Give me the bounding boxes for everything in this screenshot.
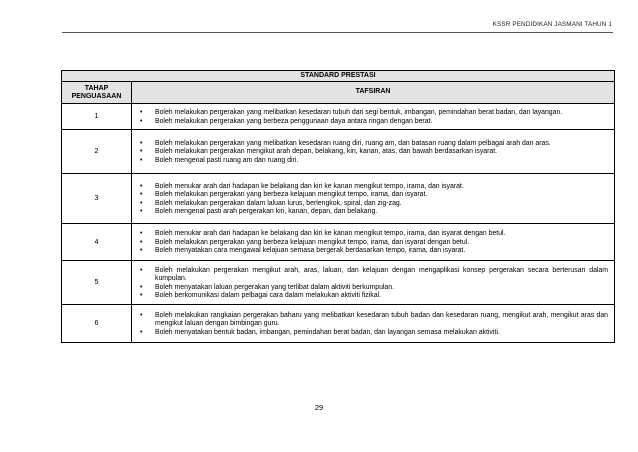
page-header-text: KSSR PENDIDIKAN JASMANI TAHUN 1 [492,21,612,28]
table-title: STANDARD PRESTASI [62,71,615,82]
list-item [140,312,608,329]
bullet-icon: • [140,247,143,255]
table-header-row [62,82,615,104]
table-row [62,130,615,174]
list-item [140,140,608,149]
description-list [132,307,614,341]
list-item-text: Boleh menyatakan laluan pergerakan yang terlibat dalam aktiviti berkumpulan. [155,283,395,291]
description-list [132,225,614,259]
bullet-icon: • [140,148,143,156]
level-cell: 2 [62,130,132,174]
bullet-icon: • [140,328,143,336]
bullet-icon: • [140,139,143,147]
bullet-icon: • [140,182,143,190]
description-cell [132,224,615,261]
list-item [140,239,608,248]
bullet-icon: • [140,156,143,164]
list-item-text: Boleh melakukan rangkaian pergerakan baharu yang melibatkan kesedaran tubuh badan dan kesedaran ruang, mengikut arah, mengikut aras dan mengikut laluan dengan bimbingan guru. [155,311,609,328]
bullet-icon: • [140,117,143,125]
list-item [140,230,608,239]
bullet-icon: • [140,199,143,207]
standard-prestasi-table [61,70,615,343]
list-item [140,200,608,209]
list-item-text: Boleh melakukan pergerakan dalam laluan lurus, berlengkok, spiral, dan zig-zag. [155,199,402,207]
bullet-icon: • [140,283,143,291]
list-item [140,183,608,192]
bullet-icon: • [140,266,143,274]
list-item [140,148,608,157]
bullet-icon: • [140,208,143,216]
bullet-icon: • [140,292,143,300]
table-row [62,224,615,261]
level-cell: 1 [62,104,132,130]
list-item [140,118,608,127]
list-item-text: Boleh melakukan pergerakan yang berbeza kelajuan mengikut tempo, irama, dan isyarat. [155,191,428,199]
level-cell: 5 [62,261,132,305]
description-cell [132,104,615,130]
description-list [132,135,614,169]
description-list [132,104,614,129]
bullet-icon: • [140,238,143,246]
description-cell [132,130,615,174]
list-item-text: Boleh melakukan pergerakan yang berbeza kelajuan mengikut tempo, irama, dan isyarat dengan betul. [155,238,470,246]
column-header-level: TAHAP PENGUASAAN [62,82,132,104]
list-item [140,191,608,200]
level-cell: 4 [62,224,132,261]
list-item-text: Boleh menyatakan bentuk badan, imbangan, pemindahan berat badan, dan layangan semasa melakukan aktiviti. [155,328,500,336]
list-item [140,267,608,284]
list-item-text: Boleh mengenal pasti arah pergerakan kiri, kanan, depan, dan belakang. [155,208,378,216]
table-row [62,261,615,305]
description-list [132,262,614,304]
list-item-text: Boleh melakukan pergerakan yang melibatkan kesedaran ruang diri, ruang am, dan batasan ruang dalam pelbagai arah dan aras. [155,139,551,147]
list-item [140,157,608,166]
list-item-text: Boleh mengenal pasti ruang am dan ruang diri. [155,156,299,164]
list-item-text: Boleh berkomunikasi dalam pelbagai cara dalam melakukan aktiviti fizikal. [155,292,381,300]
table-title-row [62,71,615,82]
list-item [140,109,608,118]
table-row [62,174,615,224]
bullet-icon: • [140,311,143,319]
description-cell [132,174,615,224]
level-cell: 6 [62,305,132,343]
list-item-text: Boleh menukar arah dari hadapan ke belakang dan kiri ke kanan mengikut tempo, irama, dan isyarat dengan betul. [155,230,506,238]
level-cell: 3 [62,174,132,224]
list-item [140,284,608,293]
list-item-text: Boleh melakukan pergerakan mengikut arah, aras, laluan, dan kelajuan dengan mengaplikasi konsep pergerakan secara berterusan dalam kumpulan. [155,266,609,283]
list-item [140,247,608,256]
bullet-icon: • [140,109,143,116]
list-item-text: Boleh menyatakan cara mengawal kelajuan semasa bergerak berdasarkan tempo, irama, dan isyarat. [155,247,466,255]
page-number: 29 [314,403,324,412]
list-item-text: Boleh melakukan pergerakan yang berbeza penggunaan daya antara ringan dengan berat. [155,117,433,125]
table-row [62,305,615,343]
bullet-icon: • [140,191,143,199]
description-cell [132,261,615,305]
column-header-description: TAFSIRAN [132,82,615,104]
list-item-text: Boleh melakukan pergerakan mengikut arah depan, belakang, kiri, kanan, atas, dan bawah berdasarkan isyarat. [155,148,498,156]
header-rule [62,32,613,33]
list-item [140,329,608,338]
list-item-text: Boleh menukar arah dari hadapan ke belakang dan kiri ke kanan mengikut tempo, irama, dan isyarat. [155,182,464,190]
bullet-icon: • [140,230,143,238]
list-item-text: Boleh melakukan pergerakan yang melibatkan kesedaran tubuh dari segi bentuk, imbangan, pemindahan berat badan, dan layangan. [155,109,563,116]
list-item [140,292,608,301]
description-list [132,178,614,220]
table-row [62,104,615,130]
description-cell [132,305,615,343]
list-item [140,208,608,217]
